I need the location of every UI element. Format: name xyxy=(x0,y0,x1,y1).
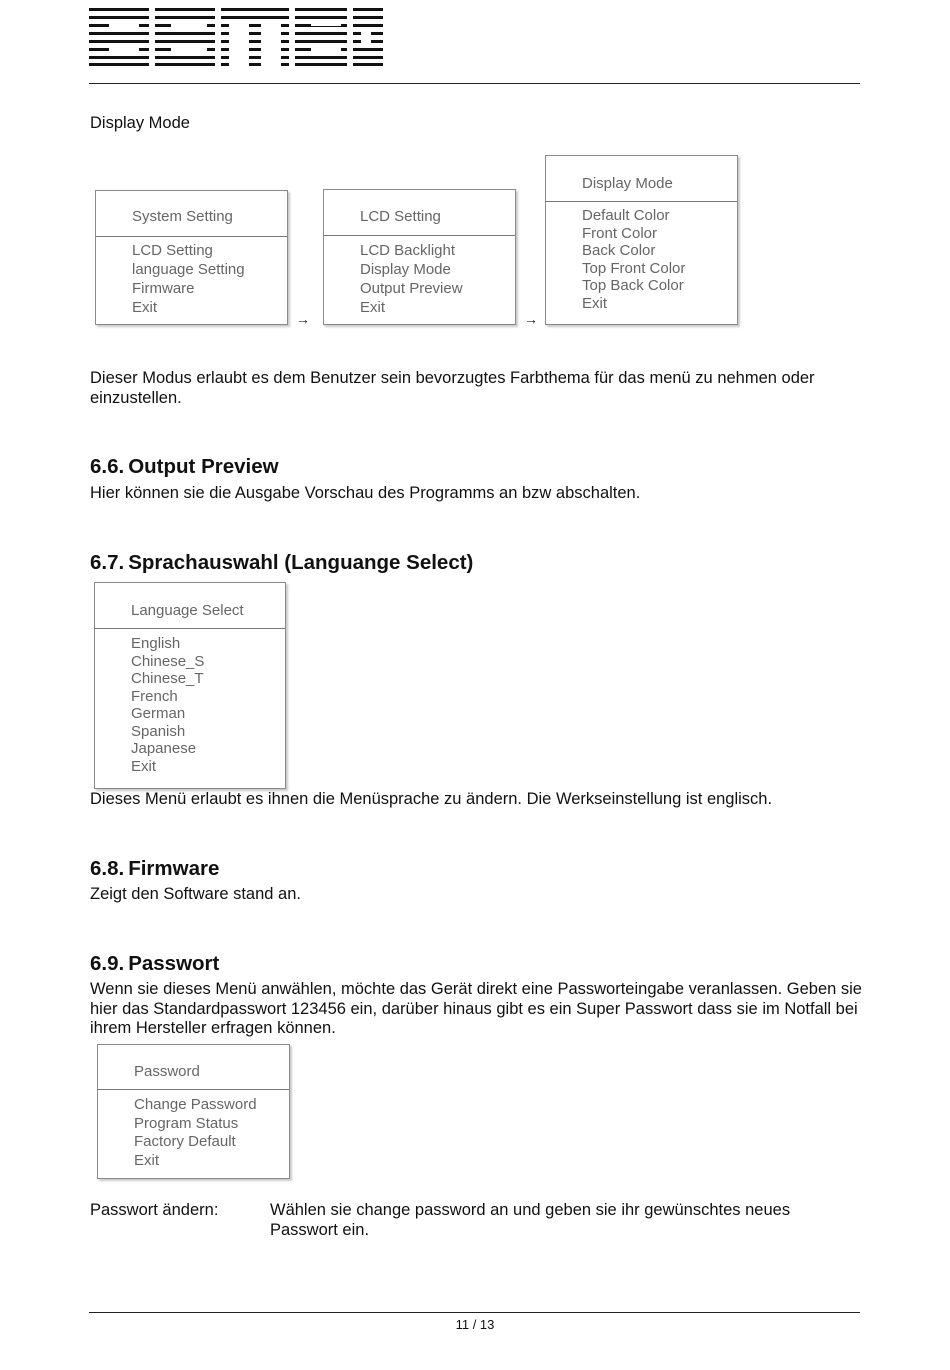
system-setting-menu xyxy=(95,190,288,325)
menu-item-list xyxy=(132,241,245,317)
menu-item: Program Status xyxy=(134,1114,239,1132)
menu-item-list xyxy=(360,241,463,317)
menu-item: Firmware xyxy=(132,280,195,297)
language-select-menu xyxy=(94,582,286,789)
menu-item-list xyxy=(582,207,685,312)
menu-item-list xyxy=(131,635,204,775)
section-heading-output-preview xyxy=(90,455,279,479)
arrow-right-icon: → xyxy=(296,311,310,327)
menu-item: German xyxy=(131,705,186,722)
menu-item: Back Color xyxy=(582,242,656,259)
menu-item: Top Back Color xyxy=(582,277,684,294)
display-mode-description: Dieser Modus erlaubt es dem Benutzer sein bevorzugtes Farbthema für das menü zu nehmen oder einzustellen. xyxy=(90,369,815,407)
section-heading-language xyxy=(90,551,473,575)
lcd-setting-menu xyxy=(323,189,516,325)
menu-item: LCD Setting xyxy=(132,242,213,259)
menu-title: LCD Setting xyxy=(360,208,441,225)
language-text: Dieses Menü erlaubt es ihnen die Menüsprache zu ändern. Die Werkseinstellung ist englisch. xyxy=(90,790,773,808)
menu-item: Exit xyxy=(132,299,158,316)
section-number: 6.8. xyxy=(90,857,125,880)
menu-item: Top Front Color xyxy=(582,259,686,277)
menu-item: Exit xyxy=(131,757,157,775)
menu-item: Change Password xyxy=(134,1096,257,1113)
menu-item: Exit xyxy=(582,294,608,312)
menu-item: language Setting xyxy=(132,261,245,278)
menu-divider xyxy=(98,1089,289,1090)
display-mode-label: Display Mode xyxy=(90,114,190,132)
menu-title: Password xyxy=(134,1063,200,1080)
menu-item: Default Color xyxy=(582,207,670,224)
menu-item: Exit xyxy=(134,1151,160,1169)
menu-item: Japanese xyxy=(131,740,197,757)
menu-divider xyxy=(95,628,285,629)
menu-title: System Setting xyxy=(132,208,233,225)
password-text: Wenn sie dieses Menü anwählen, möchte das Gerät direkt eine Passworteingabe veranlassen. Geben sie hier das Standardpasswort 123456 ein, darüber hinaus gibt es ein Super Passwort dass sie im Notfall bei ihrem Hersteller erfragen können. xyxy=(90,980,862,1037)
section-title: Sprachauswahl (Languange Select) xyxy=(128,551,474,574)
menu-divider xyxy=(546,201,737,202)
menu-title: Language Select xyxy=(131,602,244,619)
menu-divider xyxy=(324,235,515,236)
password-menu xyxy=(97,1044,290,1179)
menu-divider xyxy=(96,236,287,237)
menu-item: Display Mode xyxy=(360,261,451,278)
section-title: Output Preview xyxy=(128,455,279,478)
section-heading-firmware xyxy=(90,857,219,881)
menu-title: Display Mode xyxy=(582,175,673,192)
arrow-right-icon: → xyxy=(524,311,538,327)
menu-item: LCD Backlight xyxy=(360,242,456,259)
section-number: 6.7. xyxy=(90,551,125,574)
output-preview-text: Hier können sie die Ausgabe Vorschau des Programms an bzw abschalten. xyxy=(90,484,641,502)
menu-item: Spanish xyxy=(131,722,186,740)
section-number: 6.6. xyxy=(90,455,125,478)
section-heading-password xyxy=(90,952,219,976)
menu-item: Front Color xyxy=(582,224,658,242)
page-number: 11 / 13 xyxy=(455,1317,495,1332)
logo-graphic xyxy=(89,8,383,66)
header-divider xyxy=(89,83,860,84)
section-title: Firmware xyxy=(128,857,220,880)
menu-item: Output Preview xyxy=(360,280,463,297)
firmware-text: Zeigt den Software stand an. xyxy=(90,885,301,903)
display-mode-menu xyxy=(545,155,738,325)
menu-item: Chinese_T xyxy=(131,670,204,687)
menu-item: French xyxy=(131,687,178,705)
brand-logo xyxy=(89,8,383,66)
menu-item: English xyxy=(131,635,181,652)
menu-item: Exit xyxy=(360,299,386,316)
change-password-label: Passwort ändern: xyxy=(90,1201,219,1219)
section-number: 6.9. xyxy=(90,952,125,975)
menu-item-list xyxy=(134,1096,257,1170)
change-password-text: Wählen sie change password an und geben sie ihr gewünschtes neues Passwort ein. xyxy=(270,1201,791,1239)
menu-item: Chinese_S xyxy=(131,652,205,670)
footer-divider xyxy=(89,1312,860,1313)
section-title: Passwort xyxy=(128,952,220,975)
menu-item: Factory Default xyxy=(134,1133,236,1150)
